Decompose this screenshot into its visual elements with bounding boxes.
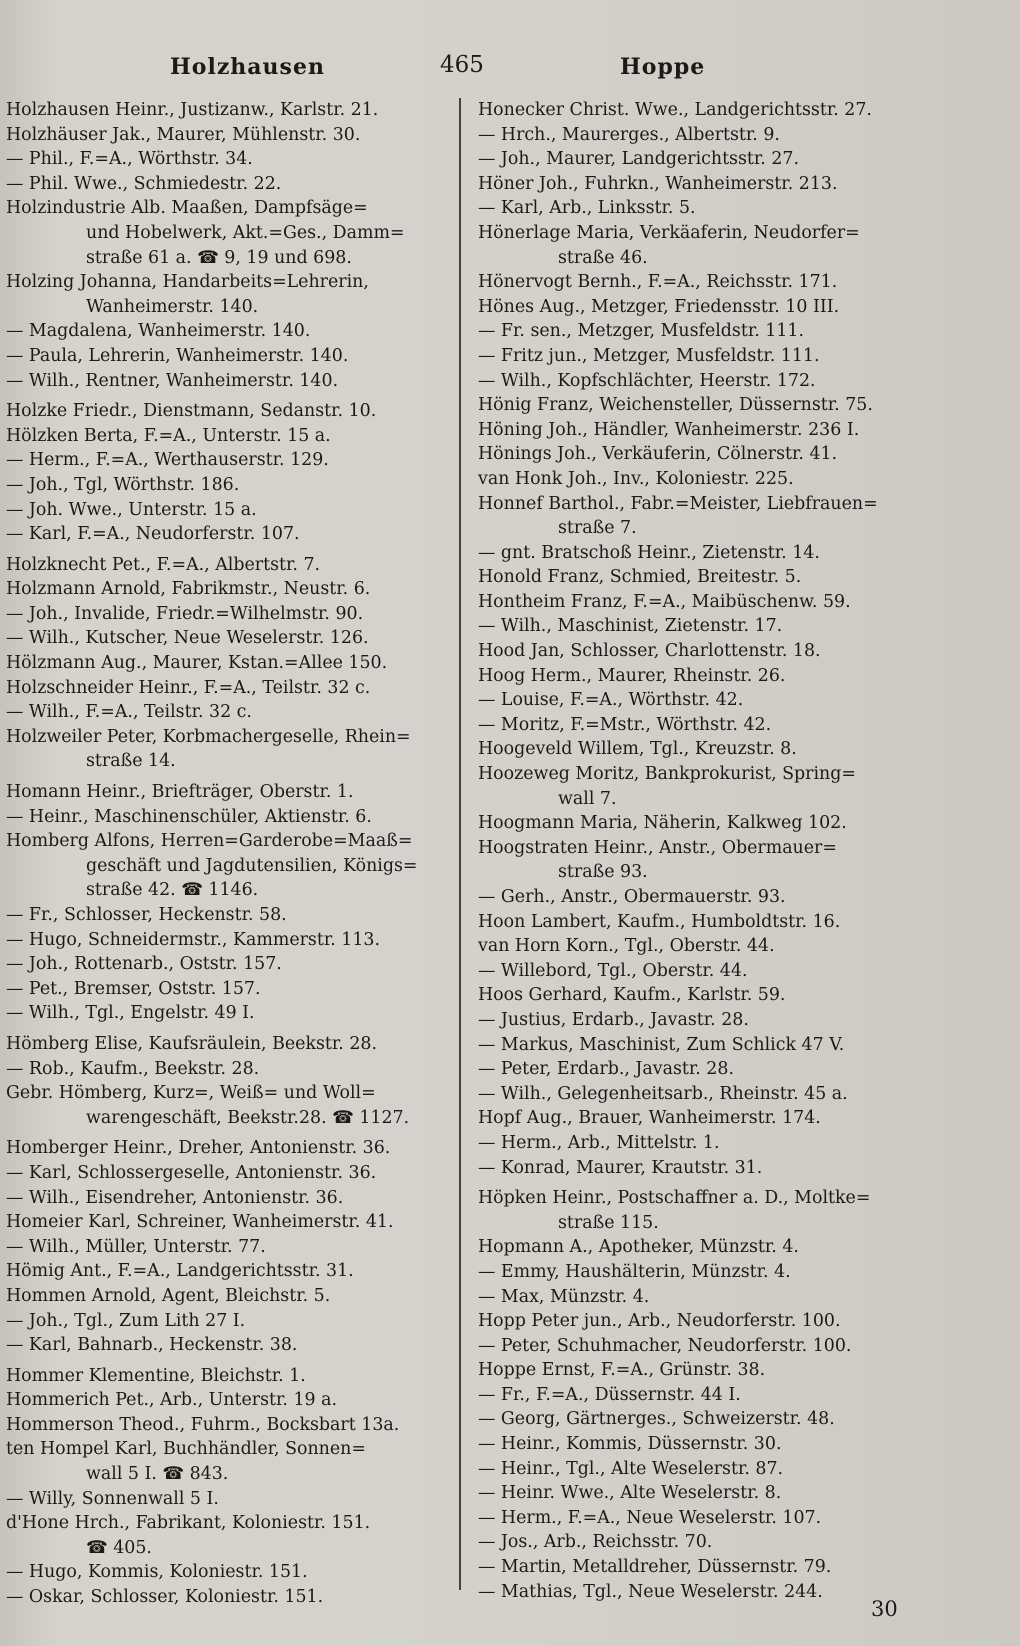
directory-entry-line: — Hugo, Kommis, Koloniestr. 151.	[6, 1562, 308, 1583]
directory-entry-line: — Martin, Metalldreher, Düssernstr. 79.	[478, 1557, 832, 1578]
directory-entry-line: geschäft und Jagdutensilien, Königs=	[86, 855, 418, 876]
directory-entry-line: Holzindustrie Alb. Maaßen, Dampfsäge=	[6, 198, 368, 219]
directory-entry-line: Wanheimerstr. 140.	[86, 296, 259, 317]
directory-entry-line: — Wilh., Rentner, Wanheimerstr. 140.	[6, 370, 339, 391]
directory-entry-line: Hömberg Elise, Kaufsräulein, Beekstr. 28.	[6, 1033, 378, 1054]
directory-entry-line: — Heinr., Tgl., Alte Weselerstr. 87.	[478, 1458, 784, 1479]
directory-entry-line: — Karl, F.=A., Neudorferstr. 107.	[6, 524, 300, 545]
directory-entry-line: Homann Heinr., Briefträger, Oberstr. 1.	[6, 782, 354, 803]
directory-entry-line: — Max, Münzstr. 4.	[478, 1286, 650, 1307]
directory-entry-line: warengeschäft, Beekstr.28. ☎ 1127.	[86, 1107, 410, 1128]
directory-entry-line: — Heinr., Kommis, Düssernstr. 30.	[478, 1434, 782, 1455]
directory-entry-line: straße 93.	[558, 862, 648, 883]
directory-entry-line: Holzing Johanna, Handarbeits=Lehrerin,	[6, 272, 369, 293]
directory-entry-line: — Wilh., Müller, Unterstr. 77.	[6, 1236, 266, 1257]
directory-entry-line: wall 5 I. ☎ 843.	[86, 1464, 229, 1485]
directory-entry-line: Holzhausen Heinr., Justizanw., Karlstr. 21.	[6, 100, 379, 120]
directory-entry-line: — Phil., F.=A., Wörthstr. 34.	[6, 149, 253, 170]
directory-entry-line: — Joh., Tgl., Zum Lith 27 I.	[6, 1310, 246, 1331]
directory-entry-line: Hood Jan, Schlosser, Charlottenstr. 18.	[478, 641, 821, 662]
column-divider	[459, 98, 461, 1590]
directory-entry-line: Hönings Joh., Verkäuferin, Cölnerstr. 41.	[478, 444, 838, 465]
directory-entry-line: — Herm., Arb., Mittelstr. 1.	[478, 1132, 720, 1153]
directory-entry-line: Honold Franz, Schmied, Breitestr. 5.	[478, 567, 802, 588]
directory-entry-line: — Phil. Wwe., Schmiedestr. 22.	[6, 173, 282, 194]
directory-entry-line: Hopmann A., Apotheker, Münzstr. 4.	[478, 1237, 799, 1258]
directory-entry-line: Hönerlage Maria, Verkäaferin, Neudorfer=	[478, 222, 860, 243]
directory-entry-line: — Herm., F.=A., Werthauserstr. 129.	[6, 450, 329, 471]
directory-entry-line: — Hugo, Schneidermstr., Kammerstr. 113.	[6, 929, 381, 950]
directory-entry-line: straße 42. ☎ 1146.	[86, 880, 259, 901]
header-right-keyword: Hoppe	[620, 54, 706, 80]
directory-entry-line: — Joh. Wwe., Unterstr. 15 a.	[6, 499, 257, 520]
directory-entry-line: d'Hone Hrch., Fabrikant, Koloniestr. 151.	[6, 1513, 371, 1534]
directory-entry-line: — Joh., Maurer, Landgerichtsstr. 27.	[478, 149, 800, 170]
directory-entry-line: — Peter, Erdarb., Javastr. 28.	[478, 1059, 734, 1080]
directory-entry-line: Hönig Franz, Weichensteller, Düssernstr. 75.	[478, 395, 873, 416]
directory-entry-line: — Magdalena, Wanheimerstr. 140.	[6, 321, 311, 342]
directory-entry-line: — Wilh., F.=A., Teilstr. 32 c.	[6, 702, 252, 723]
directory-entry-line: — Fr., F.=A., Düssernstr. 44 I.	[478, 1384, 741, 1405]
directory-entry-line: straße 61 a. ☎ 9, 19 und 698.	[86, 247, 352, 268]
directory-entry-line: — Wilh., Kutscher, Neue Weselerstr. 126.	[6, 628, 369, 649]
directory-entry-line: Hoogmann Maria, Näherin, Kalkweg 102.	[478, 813, 847, 834]
directory-entry-line: Hommerson Theod., Fuhrm., Bocksbart 13a.	[6, 1414, 400, 1435]
directory-entry-line: ten Hompel Karl, Buchhändler, Sonnen=	[6, 1439, 366, 1460]
directory-entry-line: — Hrch., Maurerges., Albertstr. 9.	[478, 124, 780, 145]
directory-entry-line: Hopf Aug., Brauer, Wanheimerstr. 174.	[478, 1108, 821, 1129]
header-left-keyword: Holzhausen	[170, 54, 325, 80]
directory-entry-line: Homeier Karl, Schreiner, Wanheimerstr. 41.	[6, 1212, 394, 1233]
directory-entry-line: — Fr. sen., Metzger, Musfeldstr. 111.	[478, 321, 805, 342]
directory-entry-line: — Wilh., Maschinist, Zietenstr. 17.	[478, 616, 783, 637]
directory-entry-line: — Markus, Maschinist, Zum Schlick 47 V.	[478, 1034, 845, 1055]
directory-entry-line: van Honk Joh., Inv., Koloniestr. 225.	[478, 468, 794, 489]
directory-entry-line: Hommerich Pet., Arb., Unterstr. 19 a.	[6, 1390, 337, 1411]
directory-entry-line: — Willebord, Tgl., Oberstr. 44.	[478, 960, 748, 981]
directory-entry-line: — Heinr., Maschinenschüler, Aktienstr. 6.	[6, 806, 372, 827]
directory-entry-line: — Emmy, Haushälterin, Münzstr. 4.	[478, 1261, 791, 1282]
directory-entry-line: Hömig Ant., F.=A., Landgerichtsstr. 31.	[6, 1261, 354, 1282]
directory-entry-line: Hölzken Berta, F.=A., Unterstr. 15 a.	[6, 425, 331, 446]
directory-entry-line: Holzweiler Peter, Korbmachergeselle, Rhein=	[6, 726, 411, 747]
directory-entry-line: und Hobelwerk, Akt.=Ges., Damm=	[86, 222, 405, 243]
directory-entry-line: — Konrad, Maurer, Krautstr. 31.	[478, 1157, 763, 1178]
directory-entry-line: Honecker Christ. Wwe., Landgerichtsstr. 27.	[478, 100, 872, 120]
left-column	[6, 98, 446, 1610]
header-page-number: 465	[440, 52, 484, 78]
directory-entry-line: — Gerh., Anstr., Obermauerstr. 93.	[478, 887, 786, 907]
directory-entry-line: Höning Joh., Händler, Wanheimerstr. 236 I.	[478, 419, 860, 440]
directory-entry-line: Homberg Alfons, Herren=Garderobe=Maaß=	[6, 831, 413, 852]
directory-entry-line: — Moritz, F.=Mstr., Wörthstr. 42.	[478, 714, 772, 735]
directory-entry-line: Hölzmann Aug., Maurer, Kstan.=Allee 150.	[6, 653, 388, 674]
directory-entry-line: Holzhäuser Jak., Maurer, Mühlenstr. 30.	[6, 124, 361, 145]
directory-entry-line: — Joh., Invalide, Friedr.=Wilhelmstr. 90.	[6, 603, 364, 624]
directory-entry-line: — Herm., F.=A., Neue Weselerstr. 107.	[478, 1507, 822, 1528]
directory-entry-line: — Wilh., Tgl., Engelstr. 49 I.	[6, 1003, 255, 1024]
directory-entry-line: straße 115.	[558, 1212, 659, 1233]
directory-entry-line: — Fr., Schlosser, Heckenstr. 58.	[6, 905, 287, 925]
directory-entry-line: — Rob., Kaufm., Beekstr. 28.	[6, 1058, 260, 1079]
directory-entry-line: ☎ 405.	[86, 1537, 152, 1558]
directory-entry-line: Holzknecht Pet., F.=A., Albertstr. 7.	[6, 554, 321, 575]
directory-entry-line: straße 7.	[558, 518, 637, 539]
directory-entry-line: — Justius, Erdarb., Javastr. 28.	[478, 1009, 749, 1030]
directory-entry-line: van Horn Korn., Tgl., Oberstr. 44.	[478, 936, 775, 957]
page-header	[0, 48, 1020, 88]
directory-entry-line: Hoogstraten Heinr., Anstr., Obermauer=	[478, 837, 837, 858]
directory-entry-line: — Wilh., Eisendreher, Antonienstr. 36.	[6, 1187, 344, 1208]
directory-entry-line: — Wilh., Kopfschlächter, Heerstr. 172.	[478, 370, 816, 391]
directory-entry-line: Hontheim Franz, F.=A., Maibüschenw. 59.	[478, 591, 851, 612]
directory-entry-line: — Joh., Rottenarb., Oststr. 157.	[6, 954, 282, 975]
directory-entry-line: Hommer Klementine, Bleichstr. 1.	[6, 1365, 306, 1386]
directory-entry-line: — Paula, Lehrerin, Wanheimerstr. 140.	[6, 345, 349, 366]
directory-entry-line: — Fritz jun., Metzger, Musfeldstr. 111.	[478, 345, 820, 366]
directory-entry-line: — Mathias, Tgl., Neue Weselerstr. 244.	[478, 1581, 823, 1602]
directory-entry-line: — Louise, F.=A., Wörthstr. 42.	[478, 690, 744, 711]
directory-entry-line: — Karl, Schlossergeselle, Antonienstr. 36.	[6, 1162, 377, 1183]
directory-entry-line: straße 46.	[558, 247, 648, 268]
directory-entry-line: Hönes Aug., Metzger, Friedensstr. 10 III.	[478, 296, 840, 317]
directory-entry-line: Höpken Heinr., Postschaffner a. D., Moltke=	[478, 1188, 871, 1209]
directory-entry-line: — Wilh., Gelegenheitsarb., Rheinstr. 45 a.	[478, 1083, 848, 1104]
directory-entry-line: Hoon Lambert, Kaufm., Humboldtstr. 16.	[478, 911, 841, 932]
directory-entry-line: Hoos Gerhard, Kaufm., Karlstr. 59.	[478, 985, 786, 1006]
directory-entry-line: — Heinr. Wwe., Alte Weselerstr. 8.	[478, 1483, 782, 1504]
directory-entry-line: Hönervogt Bernh., F.=A., Reichsstr. 171.	[478, 272, 838, 293]
directory-entry-line: Höner Joh., Fuhrkn., Wanheimerstr. 213.	[478, 173, 838, 194]
directory-entry-line: Holzke Friedr., Dienstmann, Sedanstr. 10.	[6, 401, 377, 422]
directory-entry-line: Hoog Herm., Maurer, Rheinstr. 26.	[478, 665, 786, 686]
directory-entry-line: Homberger Heinr., Dreher, Antonienstr. 36.	[6, 1138, 391, 1159]
directory-entry-line: — Pet., Bremser, Oststr. 157.	[6, 978, 261, 999]
directory-entry-line: Gebr. Hömberg, Kurz=, Weiß= und Woll=	[6, 1083, 376, 1104]
directory-entry-line: — Georg, Gärtnerges., Schweizerstr. 48.	[478, 1409, 835, 1430]
directory-entry-line: straße 14.	[86, 751, 176, 772]
directory-entry-line: Hommen Arnold, Agent, Bleichstr. 5.	[6, 1285, 331, 1306]
footer-page-number: 30	[871, 1597, 898, 1621]
directory-entry-line: — Willy, Sonnenwall 5 I.	[6, 1488, 219, 1509]
directory-entry-line: Hoozeweg Moritz, Bankprokurist, Spring=	[478, 764, 856, 785]
directory-entry-line: — Jos., Arb., Reichsstr. 70.	[478, 1532, 713, 1553]
directory-entry-line: Hoppe Ernst, F.=A., Grünstr. 38.	[478, 1360, 766, 1381]
directory-entry-line: Hopp Peter jun., Arb., Neudorferstr. 100.	[478, 1311, 841, 1332]
directory-entry-line: Holzschneider Heinr., F.=A., Teilstr. 32 c.	[6, 677, 371, 698]
directory-entry-line: — Joh., Tgl, Wörthstr. 186.	[6, 474, 240, 495]
directory-entry-line: — Karl, Arb., Linksstr. 5.	[478, 198, 696, 219]
directory-entry-line: Holzmann Arnold, Fabrikmstr., Neustr. 6.	[6, 579, 371, 600]
directory-entry-line: Honnef Barthol., Fabr.=Meister, Liebfrauen=	[478, 493, 878, 514]
directory-entry-line: — gnt. Bratschoß Heinr., Zietenstr. 14.	[478, 542, 820, 563]
directory-entry-line: — Oskar, Schlosser, Koloniestr. 151.	[6, 1587, 324, 1608]
directory-entry-line: Hoogeveld Willem, Tgl., Kreuzstr. 8.	[478, 739, 797, 760]
directory-entry-line: — Peter, Schuhmacher, Neudorferstr. 100.	[478, 1335, 852, 1356]
right-column	[478, 98, 918, 1604]
directory-entry-line: wall 7.	[558, 788, 617, 809]
directory-entry-line: — Karl, Bahnarb., Heckenstr. 38.	[6, 1335, 298, 1356]
